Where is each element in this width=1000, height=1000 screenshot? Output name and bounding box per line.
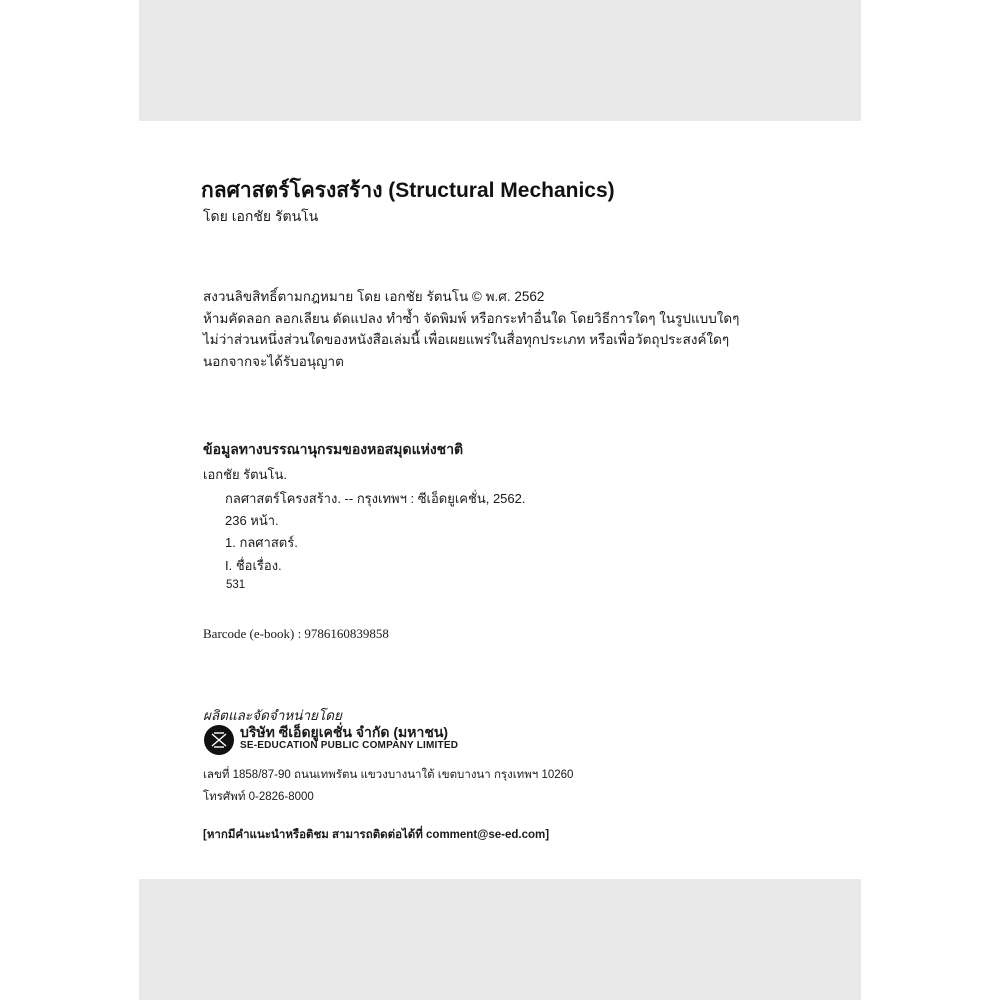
cip-title-entry: I. ชื่อเรื่อง.	[225, 558, 282, 573]
publisher-phone: โทรศัพท์ 0-2826-8000	[203, 791, 314, 803]
bottom-gray-band	[139, 879, 861, 1000]
cip-author: เอกชัย รัตนโน.	[203, 467, 287, 482]
book-author: โดย เอกชัย รัตนโน	[203, 208, 319, 224]
copyright-line: ห้ามคัดลอก ลอกเลียน ดัดแปลง ทำซ้ำ จัดพิมพ์ หรือกระทำอื่นใด โดยวิธีการใดๆ ในรูปแบบใดๆ	[203, 310, 740, 326]
copyright-line: สงวนลิขสิทธิ์ตามกฎหมาย โดย เอกชัย รัตนโน © พ.ศ. 2562	[203, 289, 545, 304]
cip-pages: 236 หน้า.	[225, 513, 279, 528]
publisher-name-thai: บริษัท ซีเอ็ดยูเคชั่น จำกัด (มหาชน)	[240, 724, 449, 740]
cip-heading: ข้อมูลทางบรรณานุกรมของหอสมุดแห่งชาติ	[203, 443, 464, 458]
publisher-address: เลขที่ 1858/87-90 ถนนเทพรัตน แขวงบางนาใต้ เขตบางนา กรุงเทพฯ 10260	[203, 769, 574, 781]
se-ed-logo-icon	[204, 725, 234, 755]
cip-subject: 1. กลศาสตร์.	[225, 535, 298, 550]
book-title: กลศาสตร์โครงสร้าง (Structural Mechanics)	[201, 179, 615, 202]
publisher-label: ผลิตและจัดจำหน่ายโดย	[203, 708, 342, 723]
cip-imprint: กลศาสตร์โครงสร้าง. -- กรุงเทพฯ : ซีเอ็ดยูเคชั่น, 2562.	[225, 491, 526, 506]
publisher-name-english: SE-EDUCATION PUBLIC COMPANY LIMITED	[240, 740, 459, 751]
copyright-notice	[203, 286, 739, 372]
cip-classification: 531	[226, 579, 246, 591]
comment-contact-note: [หากมีคำแนะนำหรือติชม สามารถติดต่อได้ที่ comment@se-ed.com]	[203, 829, 550, 841]
barcode-isbn: Barcode (e-book) : 9786160839858	[203, 626, 389, 641]
top-gray-band	[139, 0, 861, 121]
copyright-line: ไม่ว่าส่วนหนึ่งส่วนใดของหนังสือเล่มนี้ เพื่อเผยแพร่ในสื่อทุกประเภท หรือเพื่อวัตถุประสงค์ใดๆ	[203, 332, 730, 347]
copyright-line: นอกจากจะได้รับอนุญาต	[203, 353, 344, 369]
